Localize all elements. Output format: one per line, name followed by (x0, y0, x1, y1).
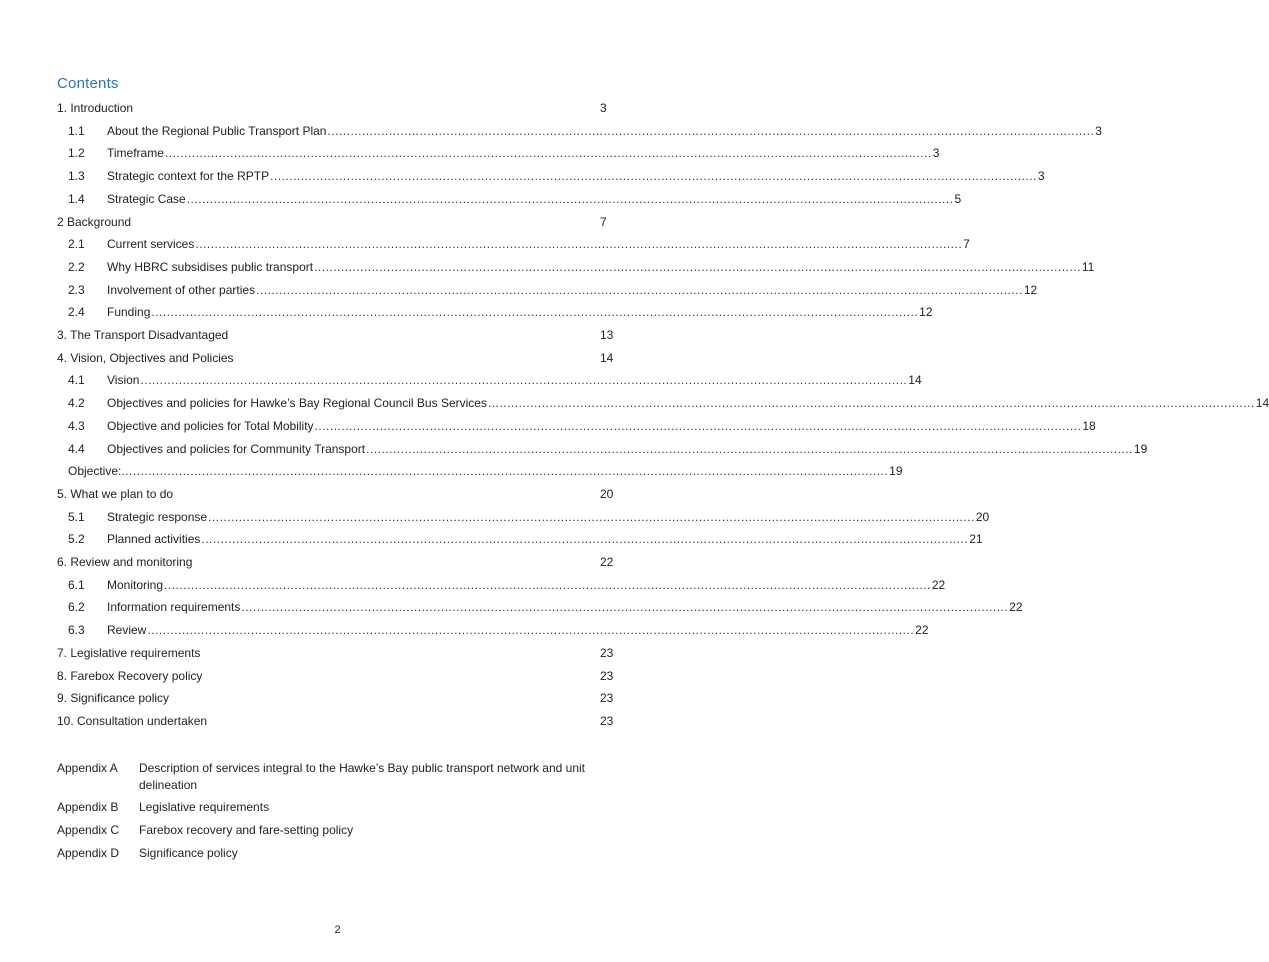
contents-heading: Contents (57, 75, 119, 92)
toc-dot-leader: ........................................................................................................................................................................................................ (164, 146, 932, 161)
toc-entry-title: Objective: (68, 464, 122, 479)
toc-dot-leader: ........................................................................................................................................................................................................ (164, 577, 931, 592)
toc-main-entry[interactable] (57, 484, 617, 504)
toc-entry-number: 1.2 (68, 146, 85, 161)
toc-sub-entry[interactable] (68, 302, 933, 322)
toc-entry-page: 19 (889, 464, 903, 479)
toc-entry-number: 4.2 (68, 396, 85, 411)
toc-entry-title: Strategic Case (107, 191, 186, 206)
toc-main-entry[interactable] (57, 212, 617, 232)
toc-entry-number: 1.3 (68, 169, 85, 184)
toc-dot-leader: ........................................................................................................................................................................................................ (256, 282, 1023, 297)
toc-dot-leader: ........................................................................................................................................................................................................ (140, 373, 908, 388)
toc-entry-page: 7 (600, 214, 607, 229)
toc-sub-entry[interactable] (68, 370, 922, 390)
toc-entry-title: 10. Consultation undertaken (57, 713, 208, 728)
toc-entry-title: Funding (107, 305, 151, 320)
toc-entry-number: 1.1 (68, 123, 85, 138)
toc-entry-page: 22 (915, 623, 929, 638)
toc-entry-number: 4.3 (68, 418, 85, 433)
toc-entry-number: 4.4 (68, 441, 85, 456)
toc-entry-title: 3. The Transport Disadvantaged (57, 328, 229, 342)
toc-entry-title: Objectives and policies for Hawke’s Bay Regional Council Bus Services (107, 396, 487, 411)
toc-entry-page: 22 (600, 555, 614, 569)
toc-entry-title: Objectives and policies for Community Transport (107, 441, 366, 456)
toc-main-entry[interactable] (57, 98, 617, 118)
toc-entry-page: 23 (600, 691, 614, 706)
toc-entry-page: 3 (600, 101, 607, 115)
toc-entry-page: 22 (931, 577, 946, 592)
toc-dot-leader: ........................................................................................................................................................................................................ (151, 305, 919, 320)
toc-dot-leader: ........................................................................................................................................................................................................ (208, 509, 975, 524)
toc-sub-entry[interactable] (68, 166, 1045, 186)
toc-dot-leader: ........................................................................................................................................................................................................ (366, 441, 1133, 456)
toc-main-entry[interactable] (57, 666, 617, 686)
appendix-label: Appendix D (57, 846, 120, 860)
toc-sub-entry[interactable] (68, 507, 990, 527)
toc-entry-page: 21 (969, 532, 983, 547)
appendix-description: Farebox recovery and fare-setting policy (139, 823, 354, 837)
toc-entry-title: 2 Background (57, 214, 132, 229)
toc-sub-entry[interactable] (68, 529, 983, 549)
page-number: 2 (334, 924, 341, 936)
toc-entry-page: 13 (600, 328, 614, 342)
toc-main-entry[interactable] (57, 552, 617, 572)
toc-entry-number: 2.2 (68, 259, 85, 274)
toc-entry-title: 8. Farebox Recovery policy (57, 668, 203, 683)
appendix-description: Description of services integral to the Hawke’s Bay public transport network and unit delineation (139, 761, 585, 792)
toc-sub-entry[interactable] (68, 234, 970, 254)
toc-sub-entry[interactable] (68, 439, 1148, 459)
toc-entry-page: 7 (963, 237, 970, 252)
toc-entry-title: Current services (107, 237, 195, 252)
toc-entry-title: About the Regional Public Transport Plan (107, 123, 327, 138)
toc-entry-number: 1.4 (68, 191, 85, 206)
toc-sub-entry[interactable] (68, 189, 962, 209)
toc-entry-title: Strategic context for the RPTP (107, 169, 270, 184)
toc-entry-title: Planned activities (107, 532, 201, 547)
toc-dot-leader: ........................................................................................................................................................................................................ (487, 396, 1255, 411)
toc-entry-number: 2.1 (68, 237, 85, 252)
toc-entry-page: 12 (1023, 282, 1038, 297)
toc-entry-page: 23 (600, 668, 614, 683)
toc-entry-page: 20 (975, 509, 990, 524)
toc-entry-page: 12 (919, 305, 933, 320)
toc-entry-title: Involvement of other parties (107, 282, 256, 297)
toc-plain-entry[interactable] (68, 461, 903, 481)
toc-dot-leader: ........................................................................................................................................................................................................ (241, 600, 1009, 615)
appendix-description: Significance policy (139, 846, 238, 860)
toc-entry-number: 6.1 (68, 577, 85, 592)
toc-dot-leader: ........................................................................................................................................................................................................ (314, 259, 1081, 274)
toc-entry-page: 3 (932, 146, 940, 161)
toc-entry-number: 6.3 (68, 623, 85, 638)
toc-main-entry[interactable] (57, 688, 617, 708)
toc-entry-title: Why HBRC subsidises public transport (107, 259, 314, 274)
toc-main-entry[interactable] (57, 711, 617, 731)
toc-entry-number: 5.2 (68, 532, 85, 547)
toc-entry-title: 4. Vision, Objectives and Policies (57, 350, 234, 365)
toc-entry-page: 18 (1082, 418, 1096, 433)
toc-entry-title: 5. What we plan to do (57, 486, 174, 501)
toc-entry-number: 2.4 (68, 305, 85, 320)
toc-sub-entry[interactable] (68, 280, 1038, 300)
toc-dot-leader: ........................................................................................................................................................................................................ (186, 191, 954, 206)
toc-dot-leader: ........................................................................................................................................................................................................ (327, 123, 1095, 138)
toc-dot-leader: ........................................................................................................................................................................................................ (314, 418, 1082, 433)
toc-sub-entry[interactable] (68, 416, 1096, 436)
appendix-label: Appendix C (57, 823, 120, 837)
toc-dot-leader: ........................................................................................................................................................................................................ (121, 464, 889, 479)
toc-sub-entry[interactable] (68, 620, 929, 640)
toc-main-entry[interactable] (57, 643, 617, 663)
toc-entry-number: 5.1 (68, 509, 85, 524)
toc-entry-title: Information requirements (107, 600, 241, 615)
toc-sub-entry[interactable] (68, 393, 1269, 413)
toc-entry-title: 1. Introduction (57, 101, 134, 115)
toc-entry-page: 5 (954, 191, 962, 206)
toc-entry-page: 19 (1133, 441, 1148, 456)
toc-entry-title: Objective and policies for Total Mobility (107, 418, 314, 433)
toc-entry-title: Strategic response (107, 509, 208, 524)
toc-sub-entry[interactable] (68, 143, 940, 163)
appendix-description: Legislative requirements (139, 800, 270, 814)
toc-entry-number: 6.2 (68, 600, 85, 615)
toc-entry-title: Monitoring (107, 577, 164, 592)
toc-sub-entry[interactable] (68, 257, 1095, 277)
toc-entry-number: 4.1 (68, 373, 85, 388)
toc-entry-page: 14 (1255, 396, 1269, 411)
toc-entry-title: 7. Legislative requirements (57, 645, 201, 660)
toc-dot-leader: ........................................................................................................................................................................................................ (147, 623, 915, 638)
toc-dot-leader: ........................................................................................................................................................................................................ (270, 169, 1037, 184)
toc-main-entry[interactable] (57, 348, 617, 368)
toc-sub-entry[interactable] (68, 575, 946, 595)
toc-entry-page: 11 (1081, 259, 1095, 274)
toc-entry-page: 14 (908, 373, 922, 388)
toc-entry-page: 14 (600, 350, 614, 365)
toc-entry-page: 20 (600, 486, 614, 501)
toc-dot-leader: ........................................................................................................................................................................................................ (195, 237, 963, 252)
toc-entry-page: 3 (1095, 123, 1102, 138)
toc-entry-title: Timeframe (107, 146, 164, 161)
toc-entry-title: 9. Significance policy (57, 691, 170, 706)
toc-main-entry[interactable] (57, 325, 617, 345)
toc-entry-number: 2.3 (68, 282, 85, 297)
toc-entry-page: 23 (600, 713, 614, 728)
toc-entry-title: Review (107, 623, 147, 638)
appendix-label: Appendix A (57, 761, 118, 775)
toc-entry-title: Vision (107, 373, 140, 388)
toc-sub-entry[interactable] (68, 121, 1102, 141)
toc-dot-leader: ........................................................................................................................................................................................................ (201, 532, 969, 547)
appendix-label: Appendix B (57, 800, 119, 814)
toc-sub-entry[interactable] (68, 597, 1023, 617)
toc-entry-page: 22 (1009, 600, 1023, 615)
toc-entry-title: 6. Review and monitoring (57, 555, 193, 569)
toc-entry-page: 3 (1037, 169, 1045, 184)
toc-entry-page: 23 (600, 645, 614, 660)
